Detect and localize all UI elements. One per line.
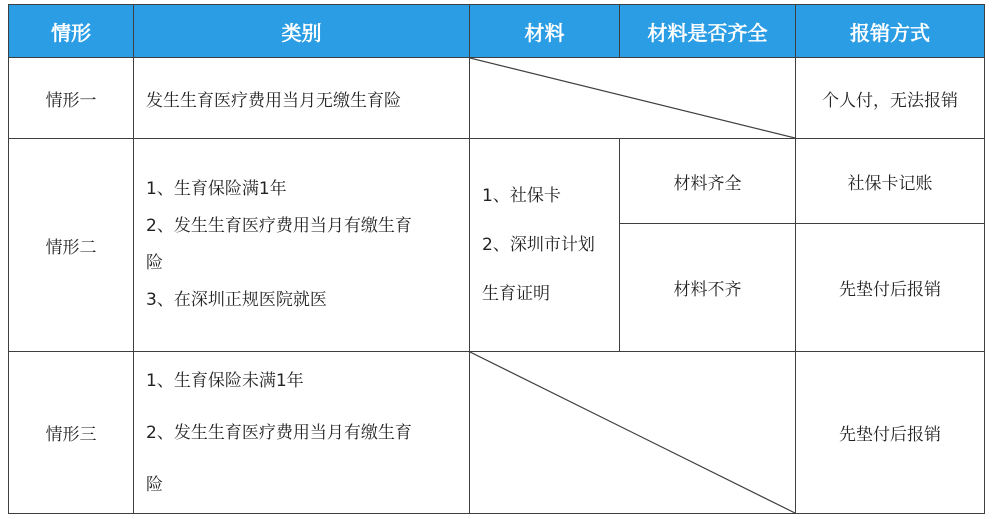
case-2-incomplete-label: 材料不齐 [620, 224, 796, 352]
case-3-not-applicable-cell [470, 352, 796, 514]
case-3-category [134, 352, 470, 514]
case-2-category [134, 139, 470, 352]
case-2-category-line-1: 1、生育保险满1年 [146, 179, 287, 199]
case-3-category-line-1: 1、生育保险未满1年 [146, 370, 304, 391]
case-2-incomplete-method: 先垫付后报销 [796, 224, 985, 352]
case-2-complete-method: 社保卡记账 [796, 139, 985, 224]
header-reimbursement-method: 报销方式 [796, 5, 985, 58]
case-2-category-line-3: 险 [146, 253, 163, 273]
table-row-case-3 [9, 352, 985, 514]
case-2-label: 情形二 [9, 139, 134, 352]
header-row [9, 5, 985, 58]
case-3-label: 情形三 [9, 352, 134, 514]
case-1-not-applicable-cell [470, 58, 796, 139]
header-case: 情形 [9, 5, 134, 58]
case-2-category-line-2: 2、发生生育医疗费用当月有缴生育 [146, 216, 412, 236]
case-2-materials-line-1: 1、社保卡 [482, 185, 561, 206]
diagonal-line [470, 352, 795, 513]
case-1-label: 情形一 [9, 58, 134, 139]
case-3-method: 先垫付后报销 [796, 352, 985, 514]
case-2-complete-label: 材料齐全 [620, 139, 796, 224]
header-category: 类别 [134, 5, 470, 58]
header-materials-complete: 材料是否齐全 [620, 5, 796, 58]
case-2-materials-line-2: 2、深圳市计划 [482, 234, 595, 255]
case-2-materials [470, 139, 620, 352]
case-2-category-line-4: 3、在深圳正规医院就医 [146, 290, 327, 310]
case-1-category: 发生生育医疗费用当月无缴生育险 [134, 58, 470, 139]
diagonal-line [470, 58, 795, 138]
header-materials: 材料 [470, 5, 620, 58]
reimbursement-table [8, 4, 985, 514]
table-row-case-2a [9, 139, 985, 224]
case-3-category-line-2: 2、发生生育医疗费用当月有缴生育 [146, 422, 412, 443]
case-1-method: 个人付，无法报销 [796, 58, 985, 139]
case-2-materials-line-3: 生育证明 [482, 283, 550, 304]
case-3-category-line-3: 险 [146, 474, 163, 495]
table-row-case-1 [9, 58, 985, 139]
